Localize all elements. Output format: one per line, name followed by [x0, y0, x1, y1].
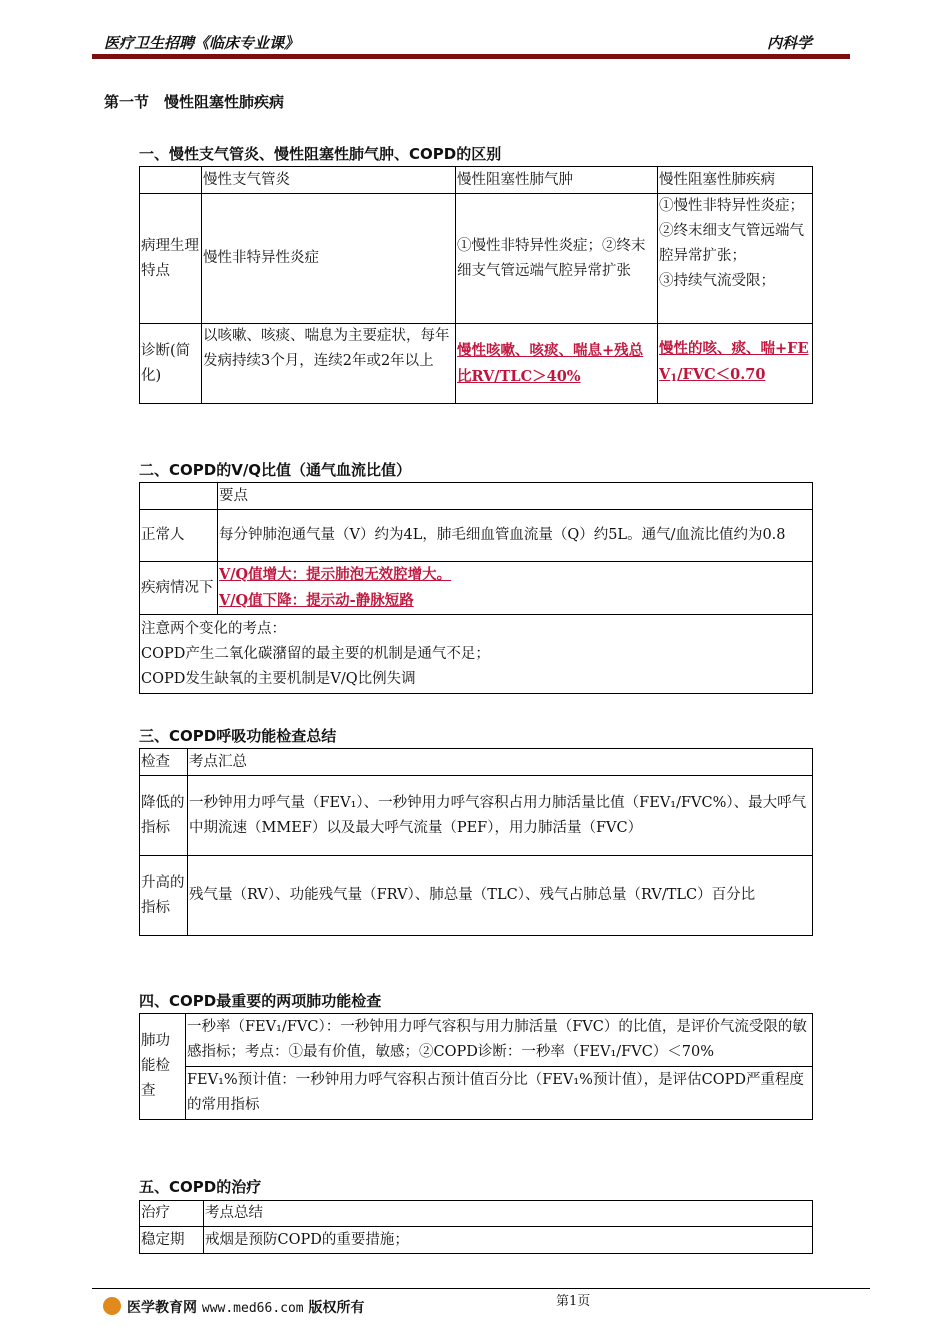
brand-logo-icon: [103, 1297, 121, 1315]
s4-label: 肺功能检查: [140, 1014, 186, 1120]
s2-notes: [140, 615, 813, 694]
s2-table: [139, 482, 813, 694]
table-row: [140, 562, 813, 615]
table-row: [140, 856, 813, 936]
s2-normal-text: 每分钟肺泡通气量（V）约为4L，肺毛细血管血流量（Q）约5L。通气/血流比值约为0.8: [218, 510, 813, 562]
s1-row1-c2: ①慢性非特异性炎症；②终末细支气管远端气腔异常扩张: [456, 194, 658, 324]
s1-row2-c3-subscript: 1: [670, 373, 678, 384]
s5-head-treatment: 治疗: [140, 1201, 204, 1227]
s2-note-1: 注意两个变化的考点：: [141, 620, 286, 637]
s3-title: 三、COPD呼吸功能检查总结: [139, 727, 337, 745]
s2-normal-label: 正常人: [140, 510, 218, 562]
page-number: 第1页: [556, 1294, 591, 1309]
s2-head: 要点: [218, 483, 813, 510]
s1-row2-c2-highlight: 慢性咳嗽、咳痰、喘息+残总比RV/TLC＞40%: [457, 341, 644, 385]
footer-brand: [127, 1297, 365, 1317]
s1-row1-c3-line1: ①慢性非特异性炎症；: [659, 198, 804, 214]
s4-title: 四、COPD最重要的两项肺功能检查: [139, 992, 382, 1010]
s1-col1: 慢性支气管炎: [202, 167, 456, 194]
s4-row1: 一秒率（FEV₁/FVC）：一秒钟用力呼气容积与用力肺活量（FVC）的比值，是评价气流受限的敏感指标；考点：①最有价值，敏感；②COPD诊断：一秒率（FEV₁/FVC）＜70%: [186, 1014, 813, 1067]
s1-row1-c1: 慢性非特异性炎症: [202, 194, 456, 324]
s2-title: 二、COPD的V/Q比值（通气血流比值）: [139, 461, 412, 479]
header-subject: 内科学: [766, 34, 812, 52]
table-row: [140, 194, 813, 324]
s1-row1-c3-line3: ③持续气流受限；: [659, 273, 775, 289]
s1-row1-c3: [658, 194, 813, 324]
s5-row1-label: 稳定期: [140, 1227, 204, 1254]
table-row: [140, 776, 813, 856]
footer-brand-name: 医学教育网: [127, 1300, 197, 1316]
table-row: [140, 1014, 813, 1067]
s1-row2-c3: [658, 324, 813, 404]
s1-row2-c2: [456, 324, 658, 404]
s2-note-3: COPD发生缺氧的主要机制是V/Q比例失调: [141, 670, 416, 687]
footer-url[interactable]: www.med66.com: [201, 1301, 304, 1316]
s2-disease-line2: [219, 588, 811, 614]
s1-row1-c3-line2: ②终末细支气管远端气腔异常扩张；: [659, 223, 804, 264]
s1-col3: 慢性阻塞性肺疾病: [658, 167, 813, 194]
s3-dec-label: 降低的指标: [140, 776, 188, 856]
footer-rights: 版权所有: [308, 1300, 365, 1316]
s2-disease-1-highlight: V/Q值增大：提示肺泡无效腔增大。: [219, 566, 452, 583]
table-row: [140, 1067, 813, 1120]
s3-dec-text: 一秒钟用力呼气量（FEV₁）、一秒钟用力呼气容积占用力肺活量比值（FEV₁/FVC%）、最大呼气中期流速（MMEF）以及最大呼气流量（PEF），用力肺活量（FVC）: [188, 776, 813, 856]
s4-row2: FEV₁%预计值：一秒钟用力呼气容积占预计值百分比（FEV₁%预计值），是评估COPD严重程度的常用指标: [186, 1067, 813, 1120]
s2-disease-cell: [218, 562, 813, 615]
s1-col2: 慢性阻塞性肺气肿: [456, 167, 658, 194]
s3-inc-label: 升高的指标: [140, 856, 188, 936]
s1-row2-c3-text-post: /FVC＜0.70: [677, 366, 766, 383]
table-row: [140, 615, 813, 694]
s5-head-summary: 考点总结: [204, 1201, 813, 1227]
s4-table: [139, 1013, 813, 1120]
s1-row2-c3-text-pre: 慢性的咳、痰、喘+FEV: [659, 340, 809, 383]
s2-note-2: COPD产生二氧化碳潴留的最主要的机制是通气不足；: [141, 645, 490, 662]
section-title: 第一节 慢性阻塞性肺疾病: [104, 93, 285, 111]
s1-row1-label: 病理生理特点: [140, 194, 202, 324]
s2-disease-label: 疾病情况下: [140, 562, 218, 615]
s3-inc-text: 残气量（RV）、功能残气量（FRV）、肺总量（TLC）、残气占肺总量（RV/TLC）百分比: [188, 856, 813, 936]
table-row: [140, 483, 813, 510]
s3-head-check: 检查: [140, 749, 188, 776]
table-row: [140, 749, 813, 776]
s3-table: [139, 748, 813, 936]
table-row: [140, 510, 813, 562]
table-row: [140, 1201, 813, 1227]
s3-head-summary: 考点汇总: [188, 749, 813, 776]
s2-disease-line1: [219, 562, 811, 588]
s1-row2-label: 诊断(简化): [140, 324, 202, 404]
s1-row2-c1: 以咳嗽、咳痰、喘息为主要症状，每年发病持续3个月，连续2年或2年以上: [202, 324, 456, 404]
s1-row2-c3-highlight: [659, 340, 809, 383]
header-rule: [92, 54, 850, 59]
s5-table: [139, 1200, 813, 1254]
table-row: [140, 167, 813, 194]
table-row: [140, 324, 813, 404]
s1-corner-cell: [140, 167, 202, 194]
s2-disease-2-highlight: V/Q值下降：提示动-静脉短路: [219, 592, 414, 609]
s1-title: 一、慢性支气管炎、慢性阻塞性肺气肿、COPD的区别: [139, 145, 502, 163]
s2-corner-cell: [140, 483, 218, 510]
footer-rule: [92, 1288, 870, 1289]
table-row: [140, 1227, 813, 1254]
header-title: 医疗卫生招聘《临床专业课》: [104, 34, 300, 52]
s5-row1-text: 戒烟是预防COPD的重要措施；: [204, 1227, 813, 1254]
s5-title: 五、COPD的治疗: [139, 1178, 262, 1196]
s1-table: [139, 166, 813, 404]
